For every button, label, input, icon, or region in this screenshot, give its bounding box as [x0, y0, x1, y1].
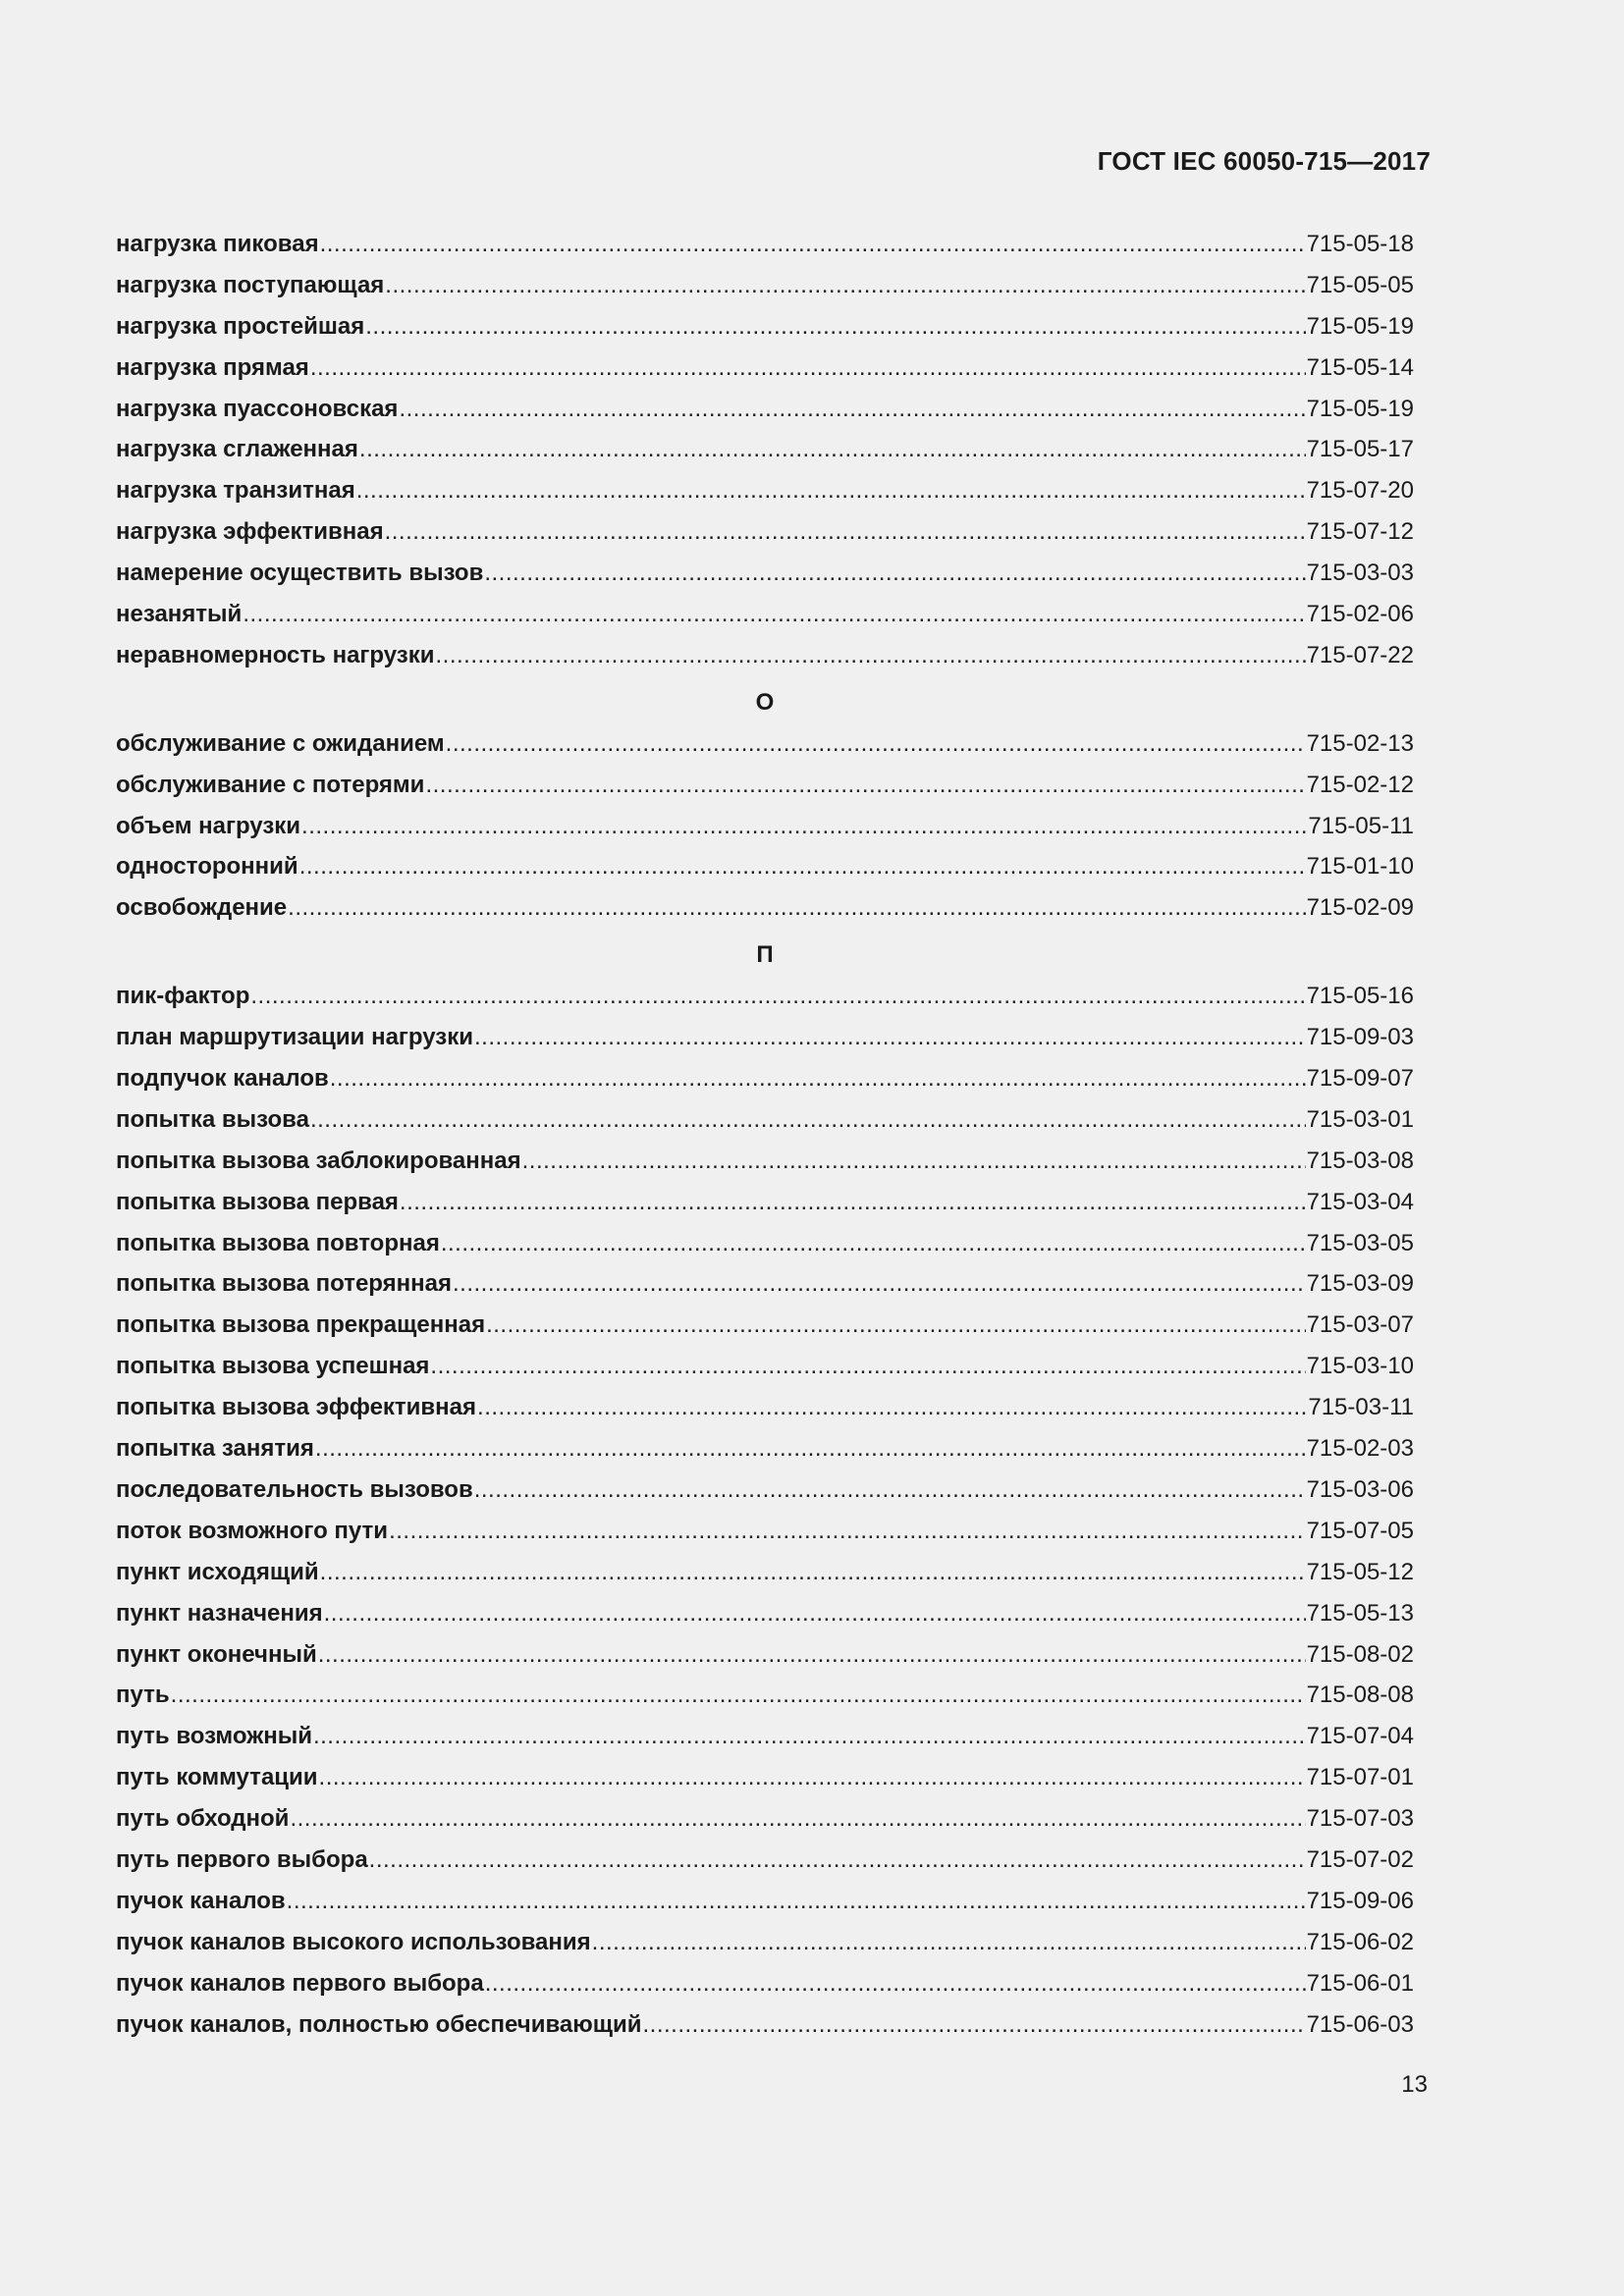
entry-term: подпучок каналов — [116, 1065, 329, 1093]
dot-leader — [399, 389, 1305, 430]
index-entry — [116, 1387, 1414, 1428]
dot-leader — [446, 723, 1306, 765]
entry-term: путь коммутации — [116, 1764, 318, 1791]
index-entry — [116, 1223, 1414, 1264]
dot-leader — [290, 1798, 1305, 1840]
entry-term: пик-фактор — [116, 983, 250, 1010]
dot-leader — [318, 1634, 1306, 1676]
index-entry — [116, 806, 1414, 847]
dot-leader — [359, 429, 1306, 470]
index-entry — [116, 1593, 1414, 1634]
entry-code: 715-05-12 — [1306, 1558, 1414, 1585]
entry-term: путь — [116, 1682, 170, 1709]
entry-term: путь обходной — [116, 1805, 290, 1833]
index-entry — [116, 389, 1414, 430]
dot-leader — [522, 1141, 1306, 1182]
entry-code: 715-03-01 — [1306, 1105, 1414, 1133]
dot-leader — [299, 846, 1306, 887]
entry-code: 715-05-19 — [1306, 312, 1414, 340]
dot-leader — [301, 806, 1307, 847]
term-index — [116, 224, 1414, 2045]
dot-leader — [486, 1305, 1305, 1346]
dot-leader — [484, 553, 1305, 594]
index-entry — [116, 347, 1414, 389]
dot-leader — [385, 265, 1305, 306]
entry-term: намерение осуществить вызов — [116, 560, 484, 587]
entry-code: 715-02-03 — [1306, 1435, 1414, 1463]
dot-leader — [369, 1840, 1306, 1881]
dot-leader — [365, 306, 1305, 347]
entry-term: пункт исходящий — [116, 1558, 319, 1585]
entry-term: попытка вызова потерянная — [116, 1270, 452, 1298]
index-entry — [116, 306, 1414, 347]
index-entry — [116, 1634, 1414, 1676]
entry-term: пучок каналов — [116, 1887, 286, 1914]
entry-code: 715-07-03 — [1306, 1805, 1414, 1833]
entry-code: 715-03-07 — [1306, 1311, 1414, 1339]
index-section — [116, 938, 1414, 2045]
dot-leader — [453, 1263, 1306, 1305]
document-header: ГОСТ IEC 60050-715—2017 — [1097, 146, 1431, 176]
entry-code: 715-03-04 — [1306, 1188, 1414, 1215]
index-entry — [116, 470, 1414, 511]
dot-leader — [319, 1757, 1306, 1798]
entry-code: 715-02-09 — [1306, 894, 1414, 922]
dot-leader — [389, 1511, 1306, 1552]
dot-leader — [330, 1058, 1306, 1099]
entry-code: 715-07-04 — [1306, 1723, 1414, 1750]
entry-term: нагрузка транзитная — [116, 477, 355, 505]
index-entry — [116, 1099, 1414, 1141]
dot-leader — [320, 224, 1306, 265]
index-entry — [116, 1346, 1414, 1387]
index-entry — [116, 1840, 1414, 1881]
index-entry — [116, 1716, 1414, 1757]
entry-code: 715-07-12 — [1306, 518, 1414, 546]
entry-code: 715-02-13 — [1306, 729, 1414, 757]
index-entry — [116, 1182, 1414, 1223]
entry-code: 715-05-05 — [1306, 271, 1414, 298]
entry-term: попытка вызова — [116, 1105, 309, 1133]
entry-term: нагрузка прямая — [116, 353, 309, 381]
entry-code: 715-07-22 — [1306, 641, 1414, 668]
index-entry — [116, 511, 1414, 553]
dot-leader — [643, 2004, 1306, 2046]
entry-term: попытка вызова первая — [116, 1188, 399, 1215]
entry-term: незанятый — [116, 601, 243, 628]
entry-code: 715-06-01 — [1306, 1969, 1414, 1997]
entry-term: попытка вызова повторная — [116, 1229, 440, 1256]
dot-leader — [315, 1428, 1306, 1469]
entry-code: 715-08-02 — [1306, 1640, 1414, 1668]
dot-leader — [430, 1346, 1305, 1387]
dot-leader — [288, 887, 1305, 929]
entry-term: пункт назначения — [116, 1599, 323, 1627]
index-entry — [116, 1922, 1414, 1963]
entry-term: освобождение — [116, 894, 288, 922]
index-entry — [116, 1058, 1414, 1099]
entry-code: 715-07-02 — [1306, 1845, 1414, 1873]
dot-leader — [313, 1716, 1306, 1757]
index-entry — [116, 1141, 1414, 1182]
index-entry — [116, 1017, 1414, 1058]
entry-term: нагрузка поступающая — [116, 271, 385, 298]
dot-leader — [474, 1017, 1306, 1058]
index-entry — [116, 224, 1414, 265]
index-entry — [116, 1469, 1414, 1511]
entry-code: 715-01-10 — [1306, 853, 1414, 881]
entry-code: 715-05-16 — [1306, 983, 1414, 1010]
entry-code: 715-02-06 — [1306, 601, 1414, 628]
entry-code: 715-03-08 — [1306, 1147, 1414, 1174]
entry-code: 715-03-06 — [1306, 1475, 1414, 1503]
dot-leader — [592, 1922, 1306, 1963]
index-section — [116, 686, 1414, 929]
entry-term: объем нагрузки — [116, 812, 301, 839]
dot-leader — [310, 347, 1306, 389]
entry-code: 715-05-19 — [1306, 395, 1414, 422]
index-section — [116, 224, 1414, 676]
entry-term: пучок каналов первого выбора — [116, 1969, 484, 1997]
entry-code: 715-06-02 — [1306, 1928, 1414, 1955]
index-entry — [116, 1428, 1414, 1469]
entry-term: нагрузка пиковая — [116, 231, 319, 257]
entry-code: 715-03-03 — [1306, 560, 1414, 587]
entry-term: нагрузка эффективная — [116, 518, 384, 546]
index-entry — [116, 1757, 1414, 1798]
entry-code: 715-03-09 — [1306, 1270, 1414, 1298]
index-entry — [116, 594, 1414, 635]
index-entry — [116, 1305, 1414, 1346]
index-entry — [116, 765, 1414, 806]
index-entry — [116, 1675, 1414, 1716]
dot-leader — [385, 511, 1306, 553]
entry-term: путь первого выбора — [116, 1845, 368, 1873]
dot-leader — [400, 1182, 1306, 1223]
index-entry — [116, 429, 1414, 470]
dot-leader — [320, 1552, 1306, 1593]
page-number: 13 — [1401, 2071, 1428, 2098]
index-entry — [116, 1798, 1414, 1840]
entry-code: 715-07-20 — [1306, 477, 1414, 505]
dot-leader — [243, 594, 1305, 635]
entry-term: план маршрутизации нагрузки — [116, 1024, 473, 1051]
entry-code: 715-07-05 — [1306, 1517, 1414, 1544]
index-entry — [116, 1511, 1414, 1552]
entry-code: 715-03-10 — [1306, 1353, 1414, 1380]
index-entry — [116, 1881, 1414, 1922]
entry-code: 715-03-11 — [1308, 1394, 1414, 1421]
entry-code: 715-08-08 — [1306, 1682, 1414, 1709]
entry-term: пучок каналов высокого использования — [116, 1928, 591, 1955]
dot-leader — [324, 1593, 1306, 1634]
entry-term: обслуживание с потерями — [116, 771, 425, 798]
entry-code: 715-05-11 — [1308, 812, 1414, 839]
entry-term: попытка занятия — [116, 1435, 314, 1463]
entry-term: обслуживание с ожиданием — [116, 729, 445, 757]
entry-term: нагрузка простейшая — [116, 312, 365, 340]
index-entry — [116, 2004, 1414, 2046]
entry-term: последовательность вызовов — [116, 1475, 473, 1503]
entry-code: 715-05-13 — [1306, 1599, 1414, 1627]
index-entry — [116, 553, 1414, 594]
index-entry — [116, 635, 1414, 676]
entry-code: 715-09-07 — [1306, 1065, 1414, 1093]
entry-code: 715-05-14 — [1306, 353, 1414, 381]
dot-leader — [287, 1881, 1306, 1922]
entry-term: путь возможный — [116, 1723, 312, 1750]
entry-term: нагрузка пуассоновская — [116, 395, 399, 422]
entry-code: 715-09-03 — [1306, 1024, 1414, 1051]
index-entry — [116, 1552, 1414, 1593]
entry-term: нагрузка сглаженная — [116, 436, 358, 463]
section-letter: О — [755, 688, 775, 716]
entry-term: попытка вызова заблокированная — [116, 1147, 521, 1174]
dot-leader — [474, 1469, 1306, 1511]
dot-leader — [441, 1223, 1306, 1264]
entry-code: 715-09-06 — [1306, 1887, 1414, 1914]
index-entry — [116, 1263, 1414, 1305]
dot-leader — [435, 635, 1305, 676]
dot-leader — [356, 470, 1306, 511]
entry-term: пучок каналов, полностью обеспечивающий — [116, 2010, 642, 2038]
index-entry — [116, 976, 1414, 1017]
entry-term: односторонний — [116, 853, 298, 881]
index-entry — [116, 846, 1414, 887]
dot-leader — [171, 1675, 1306, 1716]
dot-leader — [250, 976, 1305, 1017]
entry-code: 715-03-05 — [1306, 1229, 1414, 1256]
entry-code: 715-05-18 — [1306, 231, 1414, 257]
index-entry — [116, 723, 1414, 765]
entry-term: попытка вызова прекращенная — [116, 1311, 486, 1339]
entry-term: попытка вызова успешная — [116, 1353, 430, 1380]
index-entry — [116, 1963, 1414, 2004]
entry-code: 715-06-03 — [1306, 2010, 1414, 2038]
entry-term: неравномерность нагрузки — [116, 641, 435, 668]
index-entry — [116, 265, 1414, 306]
index-entry — [116, 887, 1414, 929]
dot-leader — [485, 1963, 1306, 2004]
entry-term: попытка вызова эффективная — [116, 1394, 477, 1421]
dot-leader — [477, 1387, 1307, 1428]
section-letter: П — [756, 941, 774, 969]
dot-leader — [310, 1099, 1306, 1141]
entry-term: пункт оконечный — [116, 1640, 317, 1668]
entry-code: 715-02-12 — [1306, 771, 1414, 798]
entry-code: 715-05-17 — [1306, 436, 1414, 463]
entry-term: поток возможного пути — [116, 1517, 389, 1544]
entry-code: 715-07-01 — [1306, 1764, 1414, 1791]
dot-leader — [425, 765, 1305, 806]
